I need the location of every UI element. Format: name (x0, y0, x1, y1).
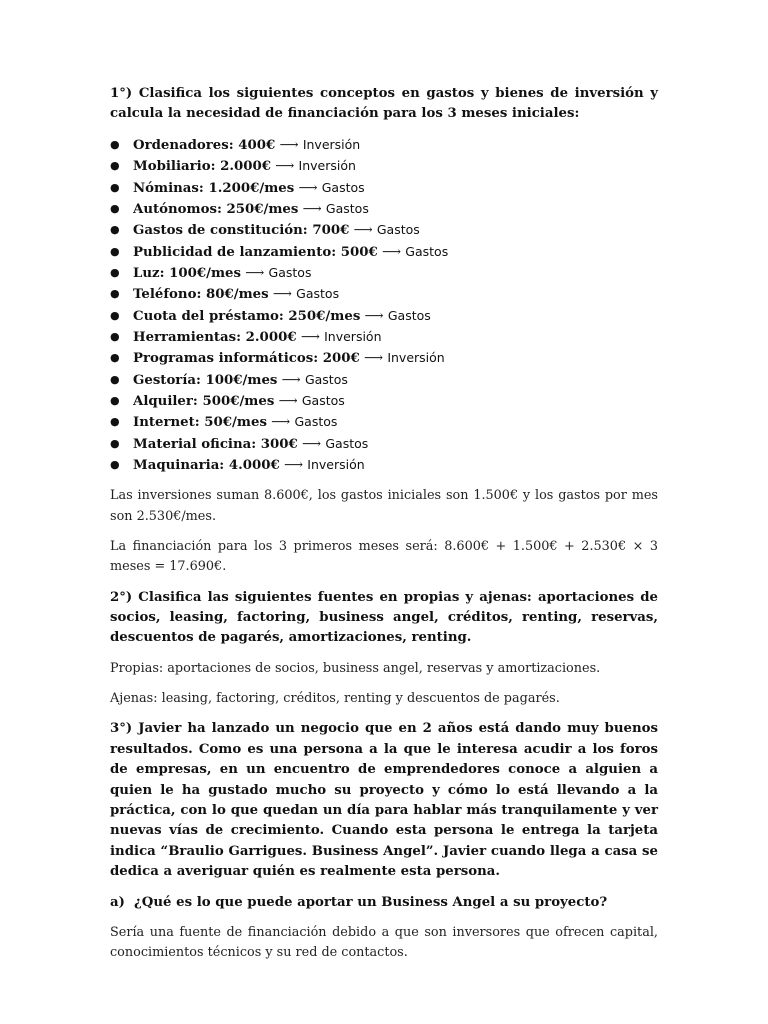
arrow-icon: ⟶ (245, 265, 265, 281)
bullet-icon: ● (110, 415, 120, 429)
concept-list (110, 135, 658, 477)
concept-classification: Gastos (376, 222, 420, 238)
concept-label: Ordenadores: 400€ (133, 137, 276, 153)
concept-item (110, 327, 658, 348)
arrow-icon: ⟶ (300, 329, 320, 345)
concept-label: Luz: 100€/mes (133, 265, 241, 281)
arrow-icon: ⟶ (278, 393, 298, 409)
concept-item (110, 348, 658, 369)
concept-item (110, 412, 658, 433)
bullet-icon: ● (110, 372, 120, 386)
concept-item (110, 306, 658, 327)
concept-label: Autónomos: 250€/mes (133, 201, 299, 217)
concept-item (110, 242, 658, 263)
arrow-icon: ⟶ (272, 287, 292, 303)
concept-classification: Gastos (405, 243, 449, 259)
concept-classification: Inversión (387, 350, 445, 366)
concept-classification: Inversión (302, 136, 361, 152)
arrow-icon: ⟶ (283, 457, 304, 473)
question-3a-text: ¿Qué es lo que puede aportar un Business Angel a su proyecto? (134, 894, 608, 910)
concept-classification: Gastos (268, 264, 312, 280)
concept-label: Gastos de constitución: 700€ (133, 223, 350, 239)
bullet-icon: ● (110, 457, 120, 471)
question-1-title: 1°) Clasifica los siguientes conceptos en gastos y bienes de inversión y calcula la necesidad de financiación para los 3 meses iniciales: (110, 86, 658, 122)
question-2-title: 2°) Clasifica las siguientes fuentes en propias y ajenas: aportaciones de socios, leasing, factoring, business angel, créditos, renting, reservas, descuentos de pagarés, amortizaciones, renting. (110, 589, 658, 646)
bullet-icon: ● (110, 159, 120, 173)
question-1-answer-financing: La financiación para los 3 primeros meses será: 8.600€ + 1.500€ + 2.530€ × 3 meses = 17.690€. (110, 538, 658, 575)
concept-classification: Inversión (307, 456, 365, 472)
concept-label: Maquinaria: 4.000€ (133, 457, 280, 473)
concept-label: Material oficina: 300€ (133, 436, 298, 452)
concept-label: Mobiliario: 2.000€ (133, 159, 272, 175)
question-1-answer-totals: Las inversiones suman 8.600€, los gastos iniciales son 1.500€ y los gastos por mes son 2.530€/mes. (110, 488, 658, 524)
concept-item (110, 135, 658, 156)
bullet-icon: ● (110, 287, 120, 301)
question-3-title: 3°) Javier ha lanzado un negocio que en 2 años está dando muy buenos resultados. Como es una persona a la que le interesa acudir a los foros de empresas, en un encuentro de emprendedores conoce a alguien a quien le ha gustado mucho su proyecto y cómo lo está llevando a la práctica, con lo que quedan un día para hablar más tranquilamente y ver nuevas vías de crecimiento. Cuando esta persona le entrega la tarjeta indica “Braulio Garrigues. Business Angel”. Javier cuando llega a casa se dedica a averiguar quién es realmente esta persona. (110, 721, 658, 880)
concept-classification: Gastos (301, 392, 345, 408)
concept-item (110, 284, 658, 305)
arrow-icon: ⟶ (302, 201, 322, 217)
bullet-icon: ● (110, 436, 120, 450)
concept-label: Publicidad de lanzamiento: 500€ (133, 244, 378, 260)
bullet-icon: ● (110, 180, 120, 194)
concept-item (110, 220, 658, 241)
question-3a-answer: Sería una fuente de financiación debido a que son inversores que ofrecen capital, conocimientos técnicos y su red de contactos. (110, 924, 658, 960)
concept-item (110, 391, 658, 412)
bullet-icon: ● (110, 329, 120, 343)
concept-classification: Gastos (387, 307, 431, 323)
concept-item (110, 434, 658, 455)
arrow-icon: ⟶ (298, 180, 318, 196)
bullet-icon: ● (110, 265, 120, 279)
arrow-icon: ⟶ (364, 308, 384, 324)
bullet-icon: ● (110, 351, 120, 365)
arrow-icon: ⟶ (302, 436, 322, 452)
bullet-icon: ● (110, 393, 120, 407)
arrow-icon: ⟶ (353, 223, 373, 239)
question-3a (110, 893, 658, 913)
concept-label: Cuota del préstamo: 250€/mes (133, 308, 361, 324)
concept-classification: Gastos (294, 414, 338, 430)
concept-item (110, 370, 658, 391)
concept-label: Teléfono: 80€/mes (133, 287, 269, 303)
concept-classification: Gastos (304, 371, 348, 387)
arrow-icon: ⟶ (279, 137, 299, 153)
concept-label: Herramientas: 2.000€ (133, 329, 297, 345)
concept-label: Internet: 50€/mes (133, 415, 267, 431)
question-2-answer-ajenas: Ajenas: leasing, factoring, créditos, renting y descuentos de pagarés. (110, 691, 560, 707)
bullet-icon: ● (110, 223, 120, 237)
concept-label: Gestoría: 100€/mes (133, 372, 278, 388)
arrow-icon: ⟶ (271, 415, 291, 431)
concept-label: Nóminas: 1.200€/mes (133, 180, 295, 196)
arrow-icon: ⟶ (281, 372, 301, 388)
concept-label: Alquiler: 500€/mes (133, 393, 275, 409)
concept-classification: Gastos (325, 435, 369, 451)
question-3a-letter: a) (110, 894, 125, 910)
concept-item (110, 263, 658, 284)
bullet-icon: ● (110, 244, 120, 258)
concept-classification: Gastos (296, 286, 340, 302)
arrow-icon: ⟶ (364, 351, 384, 367)
bullet-icon: ● (110, 137, 120, 151)
bullet-icon: ● (110, 308, 120, 322)
concept-classification: Inversión (324, 328, 382, 344)
concept-item (110, 455, 658, 476)
bullet-icon: ● (110, 201, 120, 215)
concept-item (110, 199, 658, 220)
concept-classification: Inversión (298, 158, 356, 174)
concept-classification: Gastos (325, 200, 369, 216)
arrow-icon: ⟶ (381, 244, 402, 260)
question-2-answer-propias: Propias: aportaciones de socios, business angel, reservas y amortizaciones. (110, 660, 601, 676)
concept-classification: Gastos (321, 179, 365, 195)
arrow-icon: ⟶ (275, 159, 295, 175)
concept-item (110, 156, 658, 177)
concept-label: Programas informáticos: 200€ (133, 351, 360, 367)
concept-item (110, 178, 658, 199)
